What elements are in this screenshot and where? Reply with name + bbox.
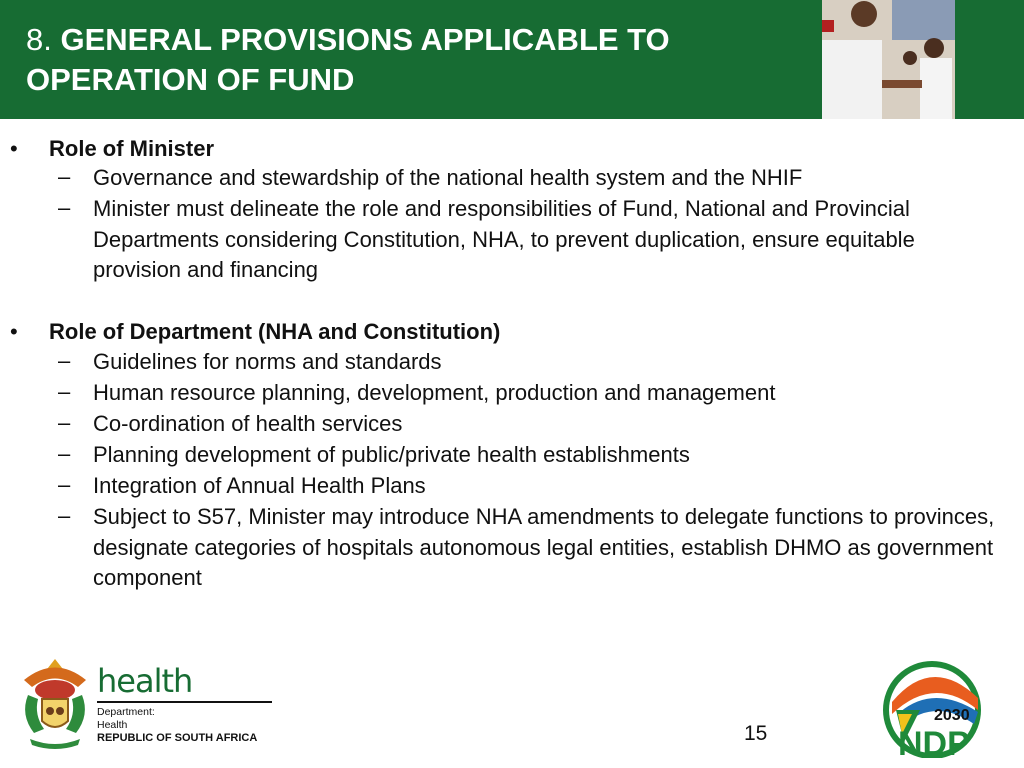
health-wordmark: health	[97, 662, 193, 700]
dash-4: –	[58, 379, 71, 404]
page-number: 15	[744, 722, 768, 745]
department-label: Department:	[97, 706, 155, 718]
section-heading-department: Role of Department (NHA and Constitution)	[49, 319, 501, 344]
title-line-1: GENERAL PROVISIONS APPLICABLE TO	[60, 22, 670, 57]
department-name: Health	[97, 719, 128, 731]
list-item: Co-ordination of health services	[93, 411, 403, 436]
dash-3: –	[58, 348, 71, 373]
dash-6: –	[58, 441, 71, 466]
list-item: Minister must delineate the role and responsibilities of Fund, National and Provincial Departments considering Constitution, NHA, to prevent duplication, ensure equitable provision and financing	[93, 196, 915, 283]
coat-of-arms-icon	[14, 655, 96, 750]
dash-2: –	[58, 195, 71, 220]
ndp-text: NDP	[898, 725, 970, 758]
list-item: Governance and stewardship of the national health system and the NHIF	[93, 165, 803, 190]
bullet-2: •	[10, 319, 18, 344]
list-item: Guidelines for norms and standards	[93, 349, 442, 374]
slide-title	[26, 20, 806, 100]
bullet-1: •	[10, 136, 18, 161]
dash-5: –	[58, 410, 71, 435]
list-item: Human resource planning, development, production and management	[93, 380, 776, 405]
ndp-2030-logo	[874, 658, 990, 758]
dash-7: –	[58, 472, 71, 497]
dash-1: –	[58, 164, 71, 189]
ndp-year: 2030	[934, 707, 970, 724]
list-item: Subject to S57, Minister may introduce NHA amendments to delegate functions to provinces, designate categories of hospitals autonomous legal entities, establish DHMO as government component	[93, 504, 995, 591]
title-bar	[0, 0, 1024, 119]
header-photo	[822, 0, 955, 119]
country-label: REPUBLIC OF SOUTH AFRICA	[97, 732, 258, 744]
section-heading-minister: Role of Minister	[49, 136, 215, 161]
dash-8: –	[58, 503, 71, 528]
list-item: Integration of Annual Health Plans	[93, 473, 426, 498]
title-line-2: OPERATION OF FUND	[26, 62, 355, 97]
title-number: 8.	[26, 22, 52, 57]
list-item: Planning development of public/private health establishments	[93, 442, 690, 467]
wordmark-divider	[97, 701, 272, 703]
